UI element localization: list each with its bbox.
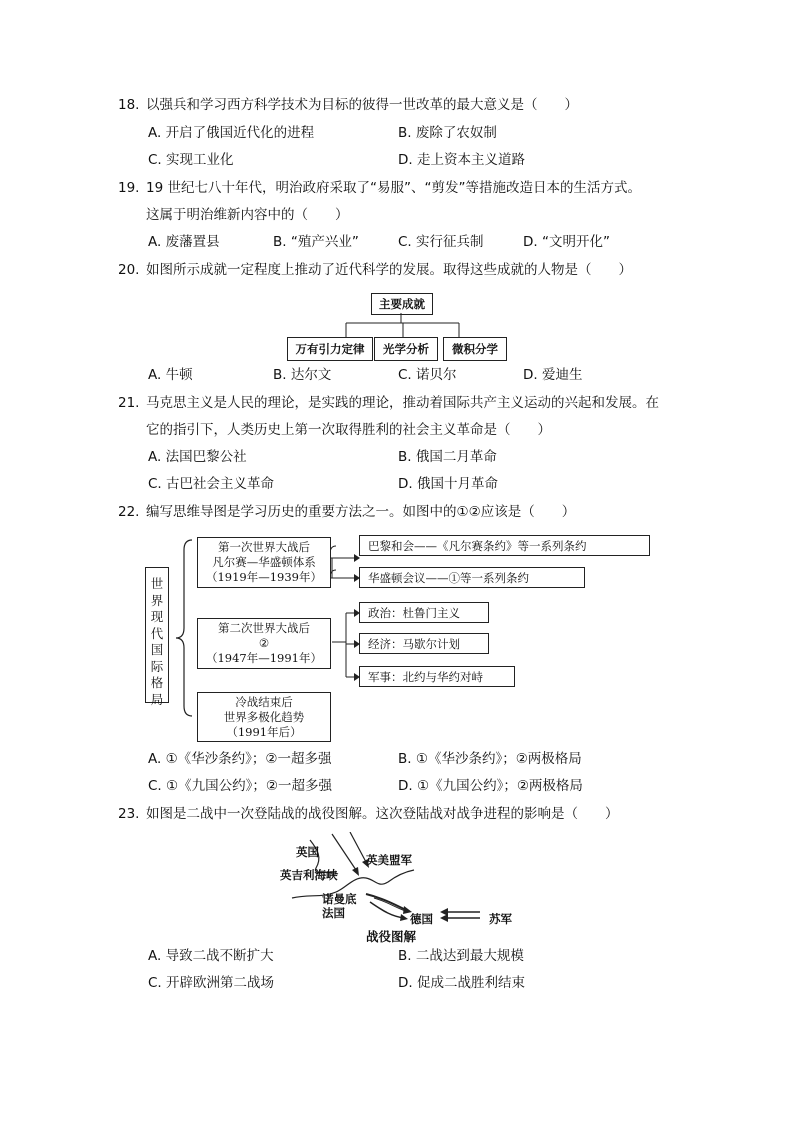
- map-label-normandy: 诺曼底: [322, 892, 357, 906]
- map-label-france: 法国: [322, 906, 345, 920]
- stage2-item-economy: 经济：马歇尔计划: [359, 633, 489, 654]
- question-20-option-d: D. 爱迪生: [523, 367, 583, 383]
- stage1-item-washington: 华盛顿会议——①等一系列条约: [359, 567, 585, 588]
- stage3-line1: 冷战结束后: [235, 695, 293, 709]
- diagram-child-optics: 光学分析: [374, 337, 438, 361]
- question-21-option-d: D. 俄国十月革命: [398, 476, 498, 492]
- map-label-britain: 英国: [296, 845, 319, 859]
- question-23-option-a: A. 导致二战不断扩大: [148, 948, 274, 964]
- question-21-number: 21.: [118, 395, 140, 411]
- question-20-option-b: B. 达尔文: [273, 367, 332, 383]
- question-21-stem-line2: 它的指引下，人类历史上第一次取得胜利的社会主义革命是（ ）: [146, 422, 551, 438]
- map-label-soviet: 苏军: [489, 912, 512, 926]
- question-18-option-c: C. 实现工业化: [148, 152, 234, 168]
- mindmap-stage3: [197, 692, 331, 742]
- mindmap-stage2: [197, 618, 331, 669]
- question-20-option-a: A. 牛顿: [148, 367, 193, 383]
- question-22-option-d: D. ①《九国公约》；②两极格局: [398, 778, 583, 794]
- question-22-option-b: B. ①《华沙条约》；②两极格局: [398, 751, 582, 767]
- question-21-option-a: A. 法国巴黎公社: [148, 449, 247, 465]
- question-22-option-a: A. ①《华沙条约》；②一超多强: [148, 751, 332, 767]
- question-19-option-d: D. “文明开化”: [523, 234, 610, 250]
- question-19-stem-line1: 19 世纪七八十年代，明治政府采取了“易服”、“剪发”等措施改造日本的生活方式。: [146, 180, 641, 196]
- question-21-stem-line1: 马克思主义是人民的理论，是实践的理论，推动着国际共产主义运动的兴起和发展。在: [146, 395, 659, 411]
- question-18-option-a: A. 开启了俄国近代化的进程: [148, 125, 315, 141]
- question-22-stem: 编写思维导图是学习历史的重要方法之一。如图中的①②应该是（ ）: [146, 504, 576, 520]
- question-18-number: 18.: [118, 97, 140, 113]
- map-caption: 战役图解: [366, 929, 417, 944]
- mindmap-stage1: [197, 537, 331, 588]
- question-19-option-b: B. “殖产兴业”: [273, 234, 359, 250]
- question-18-stem: 以强兵和学习西方科学技术为目标的彼得一世改革的最大意义是（ ）: [146, 97, 578, 113]
- question-18-option-b: B. 废除了农奴制: [398, 125, 497, 141]
- question-21-option-b: B. 俄国二月革命: [398, 449, 497, 465]
- diagram-root-box: 主要成就: [371, 293, 433, 315]
- question-21-option-c: C. 古巴社会主义革命: [148, 476, 275, 492]
- question-23-option-d: D. 促成二战胜利结束: [398, 975, 525, 991]
- stage3-line3: （1991年后）: [226, 725, 302, 739]
- map-label-germany: 德国: [410, 912, 433, 926]
- question-19-number: 19.: [118, 180, 140, 196]
- question-23-option-b: B. 二战达到最大规模: [398, 948, 524, 964]
- stage2-item-military: 军事：北约与华约对峙: [359, 666, 515, 687]
- stage2-line2: ②: [258, 636, 270, 650]
- question-20-stem: 如图所示成就一定程度上推动了近代科学的发展。取得这些成就的人物是（ ）: [146, 262, 632, 278]
- question-23-number: 23.: [118, 806, 140, 822]
- stage1-item-paris: 巴黎和会——《凡尔赛条约》等一系列条约: [359, 535, 650, 556]
- map-label-allies: 英美盟军: [366, 853, 412, 867]
- stage3-line2: 世界多极化趋势: [223, 710, 305, 724]
- question-19-option-a: A. 废藩置县: [148, 234, 220, 250]
- diagram-connectors: [280, 313, 520, 337]
- stage2-line1: 第二次世界大战后: [218, 621, 310, 635]
- stage1-line2: 凡尔赛—华盛顿体系: [212, 555, 316, 569]
- question-20-option-c: C. 诺贝尔: [398, 367, 457, 383]
- diagram-child-gravitation: 万有引力定律: [287, 337, 373, 361]
- question-19-stem-line2: 这属于明治维新内容中的（ ）: [146, 207, 349, 223]
- stage1-line1: 第一次世界大战后: [218, 540, 310, 554]
- question-19-option-c: C. 实行征兵制: [398, 234, 484, 250]
- question-18-option-d: D. 走上资本主义道路: [398, 152, 525, 168]
- stage1-line3: （1919年—1939年）: [205, 570, 323, 584]
- question-22-option-c: C. ①《九国公约》；②一超多强: [148, 778, 332, 794]
- stage2-line3: （1947年—1991年）: [205, 651, 323, 665]
- question-22-number: 22.: [118, 504, 140, 520]
- question-23-option-c: C. 开辟欧洲第二战场: [148, 975, 275, 991]
- mindmap-root: 世界现代国际格局: [145, 567, 169, 703]
- diagram-child-calculus: 微积分学: [443, 337, 507, 361]
- stage2-item-politics: 政治：杜鲁门主义: [359, 602, 489, 623]
- question-23-stem: 如图是二战中一次登陆战的战役图解。这次登陆战对战争进程的影响是（ ）: [146, 806, 619, 822]
- map-label-channel: 英吉利海峡: [280, 868, 338, 882]
- question-20-number: 20.: [118, 262, 140, 278]
